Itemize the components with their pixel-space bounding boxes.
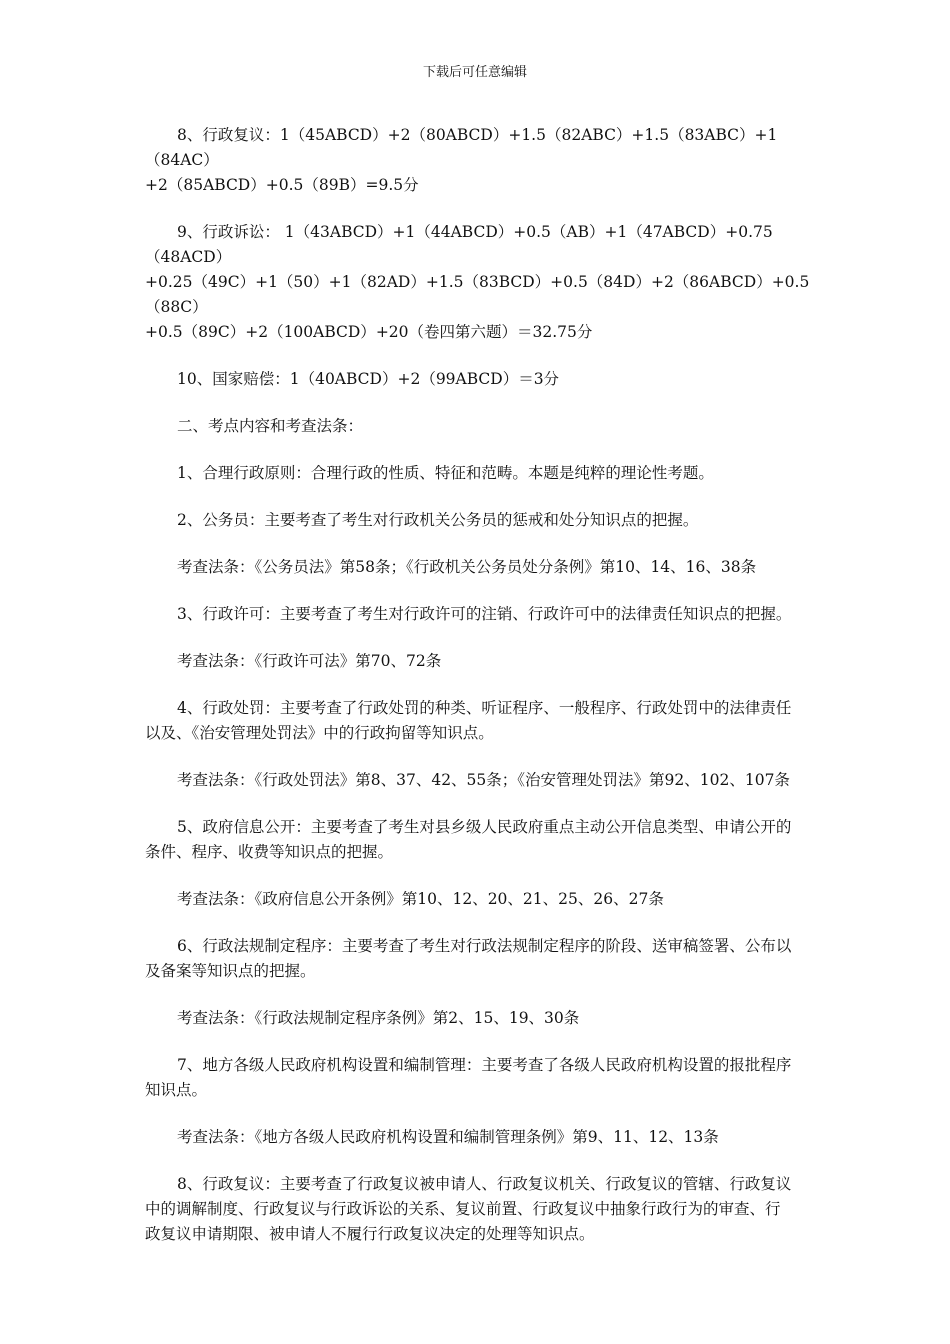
text-line: 以及、《治安管理处罚法》中的行政拘留等知识点。 — [145, 724, 494, 742]
score-item-administrative-litigation — [145, 220, 810, 345]
text-line: 8、行政复议：主要考查了行政复议被申请人、行政复议机关、行政复议的管辖、行政复议 — [177, 1175, 792, 1193]
point-civil-servant — [145, 508, 810, 533]
text-line: 考查法条：《行政处罚法》第8、37、42、55条；《治安管理处罚法》第92、102、107条 — [177, 771, 790, 789]
text-line: 考查法条：《地方各级人民政府机构设置和编制管理条例》第9、11、12、13条 — [177, 1128, 719, 1146]
section-title — [145, 414, 810, 439]
text-line: +0.25（49C）+1（50）+1（82AD）+1.5（83BCD）+0.5（84D）+2（86ABCD）+0.5（88C） — [145, 273, 810, 316]
text-line: 条件、程序、收费等知识点的把握。 — [145, 843, 394, 861]
section-title-text: 二、考点内容和考查法条： — [177, 417, 364, 435]
text-line: 4、行政处罚：主要考查了行政处罚的种类、听证程序、一般程序、行政处罚中的法律责任 — [177, 699, 792, 717]
law-articles-license — [145, 649, 810, 674]
text-line: +2（85ABCD）+0.5（89B）=9.5分 — [145, 176, 419, 194]
score-item-administrative-review — [145, 123, 810, 198]
text-line: 7、地方各级人民政府机构设置和编制管理：主要考查了各级人民政府机构设置的报批程序 — [177, 1056, 792, 1074]
text-line: 及备案等知识点的把握。 — [145, 962, 316, 980]
text-line: 考查法条：《公务员法》第58条；《行政机关公务员处分条例》第10、14、16、38条 — [177, 558, 757, 576]
law-articles-penalty — [145, 768, 810, 793]
point-regulation-procedure — [145, 934, 810, 984]
text-line: +0.5（89C）+2（100ABCD）+20（卷四第六题）＝32.75分 — [145, 323, 593, 341]
text-line: 6、行政法规制定程序：主要考查了考生对行政法规制定程序的阶段、送审稿签署、公布以 — [177, 937, 792, 955]
text-line: 10、国家赔偿：1（40ABCD）+2（99ABCD）＝3分 — [177, 370, 560, 388]
law-articles-civil-servant — [145, 555, 810, 580]
text-line: 3、行政许可：主要考查了考生对行政许可的注销、行政许可中的法律责任知识点的把握。 — [177, 605, 792, 623]
point-local-government-institutions — [145, 1053, 810, 1103]
law-articles-regulation — [145, 1006, 810, 1031]
text-line: 知识点。 — [145, 1081, 208, 1099]
text-line: 考查法条：《行政许可法》第70、72条 — [177, 652, 442, 670]
text-line: 政复议申请期限、被申请人不履行行政复议决定的处理等知识点。 — [145, 1225, 595, 1243]
point-administrative-license — [145, 602, 810, 627]
law-articles-information — [145, 887, 810, 912]
text-line: 9、行政诉讼： 1（43ABCD）+1（44ABCD）+0.5（AB）+1（47ABCD）+0.75（48ACD） — [145, 223, 773, 266]
text-line: 5、政府信息公开：主要考查了考生对县乡级人民政府重点主动公开信息类型、申请公开的 — [177, 818, 792, 836]
text-line: 1、合理行政原则：合理行政的性质、特征和范畴。本题是纯粹的理论性考题。 — [177, 464, 714, 482]
text-line: 8、行政复议：1（45ABCD）+2（80ABCD）+1.5（82ABC）+1.5（83ABC）+1（84AC） — [145, 126, 778, 169]
point-administrative-review — [145, 1172, 810, 1247]
document-body — [145, 123, 810, 1269]
text-line: 2、公务员：主要考查了考生对行政机关公务员的惩戒和处分知识点的把握。 — [177, 511, 699, 529]
point-rational-administration — [145, 461, 810, 486]
law-articles-institutions — [145, 1125, 810, 1150]
point-government-information — [145, 815, 810, 865]
score-item-state-compensation — [145, 367, 810, 392]
point-administrative-penalty — [145, 696, 810, 746]
text-line: 中的调解制度、行政复议与行政诉讼的关系、复议前置、行政复议中抽象行政行为的审查、行 — [145, 1200, 781, 1218]
text-line: 考查法条：《行政法规制定程序条例》第2、15、19、30条 — [177, 1009, 580, 1027]
page-header: 下载后可任意编辑 — [422, 65, 527, 80]
text-line: 考查法条：《政府信息公开条例》第10、12、20、21、25、26、27条 — [177, 890, 664, 908]
